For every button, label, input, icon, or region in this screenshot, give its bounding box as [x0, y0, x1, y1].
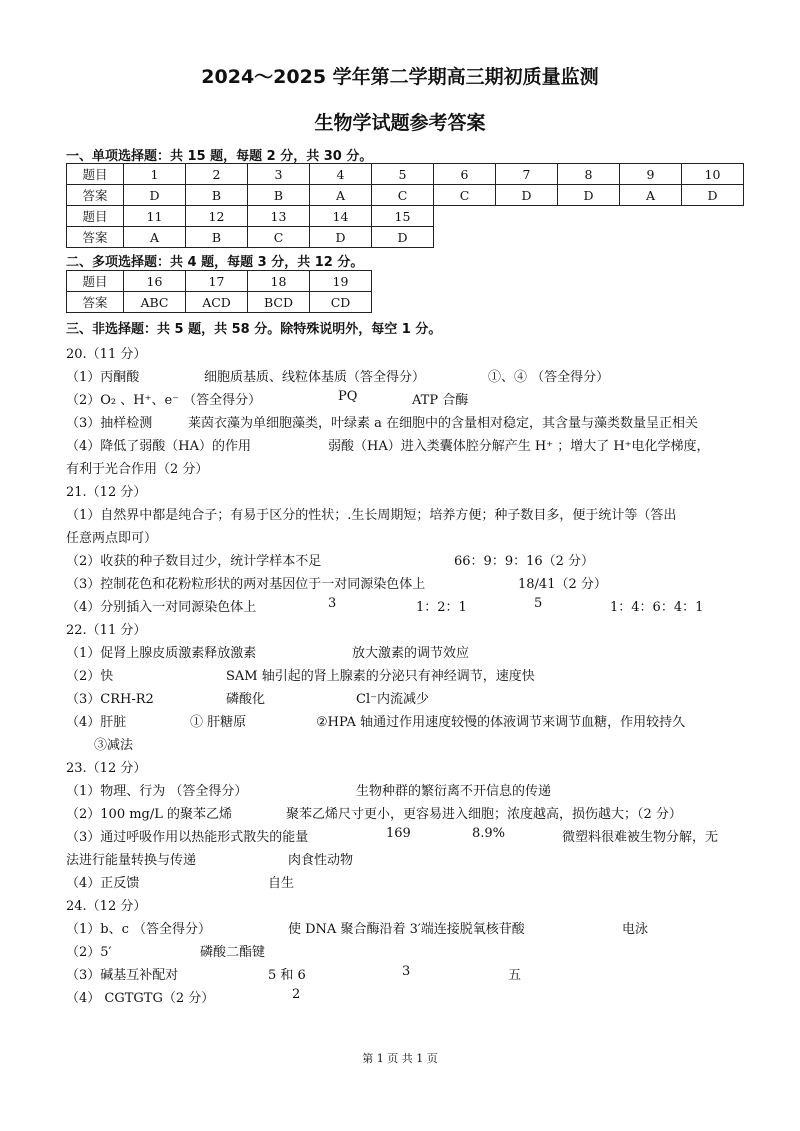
answer-cell: ACD [186, 292, 248, 313]
line-text: （4）肝脏 [66, 715, 127, 730]
line-text: ③减法 [94, 738, 134, 753]
answer-cell: D [496, 185, 558, 206]
line-text: （2）O₂ 、H⁺、e⁻ （答全得分） [66, 393, 262, 408]
line-text: 聚苯乙烯尺寸更小，更容易进入细胞；浓度越高，损伤越大；（2 分） [286, 807, 682, 822]
answer-cell: D [310, 227, 372, 248]
line-text: 微塑料很难被生物分解，无 [562, 830, 719, 845]
single-choice-table-2 [66, 205, 434, 248]
line-text: 5 [534, 596, 543, 611]
line-text: （1）自然界中都是纯合子；有易于区分的性状；.生长周期短；培养方便；种子数目多，便于统计等（答出 [66, 508, 677, 523]
line-text: （2）快 [66, 669, 114, 684]
line-text: 21.（12 分） [66, 485, 147, 500]
answer-cell: BCD [248, 292, 310, 313]
answer-cell: CD [310, 292, 372, 313]
line-text: （4）正反馈 [66, 876, 140, 891]
line-text: 1：2：1 [416, 600, 467, 615]
line-text: （3）CRH-R2 [66, 692, 154, 707]
question-cell: 5 [372, 164, 434, 185]
row-label-question: 题目 [67, 271, 124, 292]
question-cell: 1 [124, 164, 186, 185]
line-text: SAM 轴引起的肾上腺素的分泌只有神经调节，速度快 [226, 669, 535, 684]
line-text: ②HPA 轴通过作用速度较慢的体液调节来调节血糖，作用较持久 [316, 715, 686, 730]
section2-heading: 二、多项选择题：共 4 题，每题 3 分，共 12 分。 [66, 255, 364, 270]
line-text: 弱酸（HA）进入类囊体腔分解产生 H⁺ ；增大了 H⁺电化学梯度， [328, 439, 710, 454]
line-text: （4）分别插入一对同源染色体上 [66, 600, 257, 615]
answer-cell: B [186, 185, 248, 206]
line-text: （3）抽样检测 [66, 416, 153, 431]
exam-title: 2024～2025 学年第二学期高三期初质量监测 [201, 66, 599, 88]
line-text: 使 DNA 聚合酶沿着 3′端连接脱氧核苷酸 [288, 922, 525, 937]
line-text: 3 [402, 964, 411, 979]
answer-cell: D [558, 185, 620, 206]
section3-heading: 三、非选择题：共 5 题，共 58 分。除特殊说明外，每空 1 分。 [66, 322, 442, 337]
row-label-answer: 答案 [67, 227, 124, 248]
line-text: 66：9：9：16（2 分） [454, 554, 595, 569]
line-text: （1）促肾上腺皮质激素释放激素 [66, 646, 257, 661]
line-text: 有利于光合作用（2 分） [66, 462, 209, 477]
question-cell: 8 [558, 164, 620, 185]
line-text: Cl⁻内流减少 [356, 692, 429, 707]
line-text: 磷酸化 [226, 692, 266, 707]
line-text: （2）100 mg/L 的聚苯乙烯 [66, 807, 233, 822]
multiple-choice-table [66, 270, 372, 313]
question-cell: 15 [372, 206, 434, 227]
question-cell: 13 [248, 206, 310, 227]
line-text: 自生 [268, 876, 295, 891]
row-label-answer: 答案 [67, 292, 124, 313]
question-cell: 12 [186, 206, 248, 227]
table-row [67, 271, 372, 292]
line-text: 2 [292, 987, 301, 1002]
line-text: 24.（12 分） [66, 899, 147, 914]
answer-cell: B [248, 185, 310, 206]
line-text: 5 和 6 [268, 968, 306, 983]
line-text: 23.（12 分） [66, 761, 147, 776]
table-row [67, 292, 372, 313]
question-cell: 16 [124, 271, 186, 292]
line-text: 生物种群的繁衍离不开信息的传递 [356, 784, 552, 799]
line-text: （2）收获的种子数目过少，统计学样本不足 [66, 554, 322, 569]
question-cell: 3 [248, 164, 310, 185]
line-text: 五 [508, 968, 522, 983]
line-text: （1）b、c （答全得分） [66, 922, 212, 937]
section1-heading: 一、单项选择题：共 15 题，每题 2 分，共 30 分。 [66, 149, 373, 164]
line-text: 任意两点即可） [66, 531, 158, 546]
line-text: （3）控制花色和花粉粒形状的两对基因位于一对同源染色体上 [66, 577, 426, 592]
table-row [67, 185, 744, 206]
answer-cell: C [434, 185, 496, 206]
line-text: （4）降低了弱酸（HA）的作用 [66, 439, 251, 454]
line-text: 8.9% [472, 826, 506, 841]
row-label-question: 题目 [67, 206, 124, 227]
question-cell: 19 [310, 271, 372, 292]
line-text: （1）丙酮酸 [66, 370, 140, 385]
line-text: ① 肝糖原 [190, 715, 247, 730]
answer-cell: A [310, 185, 372, 206]
answer-cell: ABC [124, 292, 186, 313]
single-choice-table-1 [66, 163, 744, 206]
answer-key-subtitle: 生物学试题参考答案 [314, 112, 486, 134]
line-text: 18/41（2 分） [518, 577, 607, 592]
line-text: 电泳 [622, 922, 649, 937]
answer-cell: D [124, 185, 186, 206]
line-text: PQ [338, 389, 358, 404]
line-text: 1：4：6：4：1 [610, 600, 704, 615]
answer-cell: D [372, 227, 434, 248]
line-text: （3）通过呼吸作用以热能形式散失的能量 [66, 830, 309, 845]
answer-cell: A [620, 185, 682, 206]
answer-cell: B [186, 227, 248, 248]
line-text: 22.（11 分） [66, 623, 147, 638]
answer-cell: A [124, 227, 186, 248]
question-cell: 11 [124, 206, 186, 227]
question-cell: 14 [310, 206, 372, 227]
table-row [67, 227, 434, 248]
answer-cell: C [372, 185, 434, 206]
line-text: ATP 合酶 [412, 393, 469, 408]
question-cell: 6 [434, 164, 496, 185]
row-label-question: 题目 [67, 164, 124, 185]
answer-cell: C [248, 227, 310, 248]
line-text: 莱茵衣藻为单细胞藻类，叶绿素 a 在细胞中的含量相对稳定，其含量与藻类数量呈正相关 [188, 416, 699, 431]
line-text: 放大激素的调节效应 [352, 646, 470, 661]
line-text: 细胞质基质、线粒体基质（答全得分） [204, 370, 426, 385]
question-cell: 10 [682, 164, 744, 185]
line-text: ①、④ （答全得分） [488, 370, 610, 385]
table-row [67, 206, 434, 227]
line-text: 3 [328, 596, 337, 611]
question-cell: 2 [186, 164, 248, 185]
line-text: 169 [386, 826, 411, 841]
question-cell: 18 [248, 271, 310, 292]
line-text: 肉食性动物 [288, 853, 354, 868]
question-cell: 17 [186, 271, 248, 292]
question-cell: 9 [620, 164, 682, 185]
answer-cell: D [682, 185, 744, 206]
line-text: 法进行能量转换与传递 [66, 853, 197, 868]
page-footer: 第 1 页 共 1 页 [362, 1052, 438, 1065]
line-text: （4） CGTGTG（2 分） [66, 991, 215, 1006]
question-cell: 7 [496, 164, 558, 185]
table-row [67, 164, 744, 185]
line-text: （1）物理、行为 （答全得分） [66, 784, 248, 799]
question-cell: 4 [310, 164, 372, 185]
line-text: 20.（11 分） [66, 347, 147, 362]
line-text: 磷酸二酯键 [200, 945, 266, 960]
row-label-answer: 答案 [67, 185, 124, 206]
line-text: （3）碱基互补配对 [66, 968, 179, 983]
line-text: （2）5′ [66, 945, 112, 960]
